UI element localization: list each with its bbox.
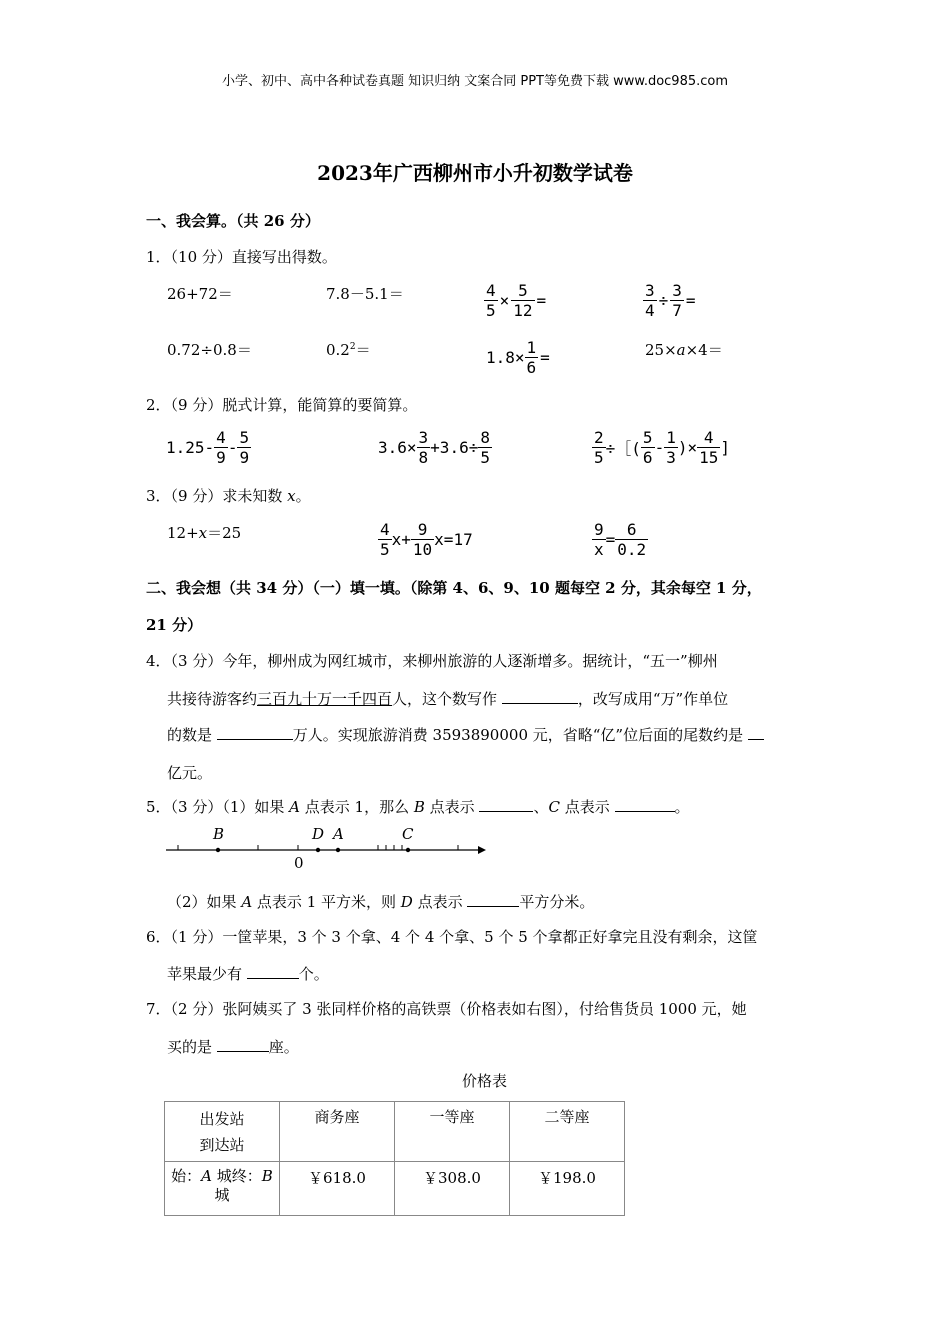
q1-fraction-1: $\frac{4}{5}$ × $\frac{5}{12}$ = bbox=[486, 281, 547, 320]
label-zero: 0 bbox=[294, 854, 304, 872]
route-cell: 始：A 城终：B 城 bbox=[165, 1162, 280, 1216]
price-table bbox=[164, 1101, 625, 1216]
q1-item-3: 0.72÷0.8＝ bbox=[167, 341, 252, 359]
price-business: ￥618.0 bbox=[280, 1162, 395, 1216]
header-cell-business: 商务座 bbox=[280, 1102, 395, 1162]
q3-equation-1: 12+x＝25 bbox=[167, 524, 242, 542]
q1-fraction-3: 1.8× $\frac{1}{6}$ = bbox=[486, 338, 550, 377]
price-second: ￥198.0 bbox=[510, 1162, 625, 1216]
q2-stem: 2．（9 分）脱式计算，能简算的要简算。 bbox=[146, 396, 418, 414]
q1-item-1: 26+72＝ bbox=[167, 285, 233, 303]
q1-fraction-2: $\frac{3}{4}$ ÷ $\frac{3}{7}$ = bbox=[645, 281, 696, 320]
q5-line-1: 5．（3 分）（1）如果 A 点表示 1，那么 B 点表示 、C 点表示 。 bbox=[146, 795, 690, 817]
price-table-title: 价格表 bbox=[462, 1072, 508, 1090]
q4-blank-2[interactable] bbox=[217, 723, 293, 740]
q6-line-2: 苹果最少有 个。 bbox=[167, 962, 329, 984]
q1-item-2: 7.8－5.1＝ bbox=[326, 285, 404, 303]
q6-line-1: 6．（1 分）一筐苹果，3 个 3 个拿、4 个 4 个拿、5 个 5 个拿都正好拿完且没有剩余，这筐 bbox=[146, 928, 758, 946]
q4-line-2: 共接待游客约三百九十万一千四百人，这个数写作 ，改写成用“万”作单位 bbox=[167, 687, 728, 709]
price-first: ￥308.0 bbox=[395, 1162, 510, 1216]
q1-stem: 1．（10 分）直接写出得数。 bbox=[146, 248, 337, 266]
section-2-heading-line-1: 二、我会想（共 34 分）（一）填一填。（除第 4、6、9、10 题每空 2 分，其余每空 1 分， bbox=[146, 579, 762, 597]
q1-item-4: 25×a×4＝ bbox=[645, 341, 723, 359]
label-b: B bbox=[213, 825, 225, 843]
q4-line-1: 4．（3 分）今年，柳州成为网红城市，来柳州旅游的人逐渐增多。据统计，“五一”柳州 bbox=[146, 652, 718, 670]
q3-equation-2: $\frac{4}{5}$ x+ $\frac{9}{10}$ x=17 bbox=[380, 520, 473, 559]
point-d-dot bbox=[316, 848, 320, 852]
q4-blank-1[interactable] bbox=[502, 687, 578, 704]
header-cell-stations: 出发站 到达站 bbox=[165, 1102, 280, 1162]
q4-blank-3[interactable] bbox=[748, 723, 764, 740]
q5-line-2: （2）如果 A 点表示 1 平方米，则 D 点表示 平方分米。 bbox=[167, 890, 594, 912]
label-a: A bbox=[333, 825, 344, 843]
q5-blank-2[interactable] bbox=[615, 795, 675, 812]
header-cell-second: 二等座 bbox=[510, 1102, 625, 1162]
q7-line-1: 7．（2 分）张阿姨买了 3 张同样价格的高铁票（价格表如右图），付给售货员 1000 元，她 bbox=[146, 1000, 747, 1018]
q2-expression-1: 1.25- $\frac{4}{9}$ - $\frac{5}{9}$ bbox=[166, 428, 250, 467]
q4-line-4: 亿元。 bbox=[167, 764, 213, 782]
q5-blank-1[interactable] bbox=[479, 795, 533, 812]
section-1-heading: 一、我会算。（共 26 分） bbox=[146, 212, 320, 230]
exam-title: 2023年广西柳州市小升初数学试卷 bbox=[317, 161, 633, 185]
table-row bbox=[165, 1162, 625, 1216]
point-c-dot bbox=[406, 848, 410, 852]
page-header: 小学、初中、高中各种试卷真题 知识归纳 文案合同 PPT等免费下载 www.doc985.com bbox=[221, 74, 729, 89]
point-b-dot bbox=[216, 848, 220, 852]
q4-line-3: 的数是 万人。实现旅游消费 3593890000 元，省略“亿”位后面的尾数约是 bbox=[167, 723, 764, 745]
q2-expression-2: 3.6× $\frac{3}{8}$ +3.6÷ $\frac{8}{5}$ bbox=[378, 428, 490, 467]
section-2-heading-line-2: 21 分） bbox=[146, 616, 203, 634]
q1-power: $0.2^2=$ bbox=[326, 341, 371, 359]
number-line bbox=[160, 822, 490, 874]
q6-blank[interactable] bbox=[247, 962, 299, 979]
number-line-arrow bbox=[478, 846, 486, 854]
header-cell-first: 一等座 bbox=[395, 1102, 510, 1162]
q3-stem: 3．（9 分）求未知数 x。 bbox=[146, 487, 311, 505]
q7-line-2: 买的是 座。 bbox=[167, 1035, 299, 1057]
q3-equation-3: $\frac{9}{x}$ = $\frac{6}{0.2}$ bbox=[594, 520, 647, 559]
label-d: D bbox=[312, 825, 325, 843]
point-a-dot bbox=[336, 848, 340, 852]
table-row bbox=[165, 1102, 625, 1162]
q2-expression-3: $\frac{2}{5}$ ÷［( $\frac{5}{6}$ - $\frac{1}{3}$ )× $\frac{4}{15}$ ] bbox=[594, 428, 731, 467]
label-c: C bbox=[402, 825, 414, 843]
q7-blank[interactable] bbox=[217, 1035, 269, 1052]
q5-blank-3[interactable] bbox=[467, 890, 519, 907]
